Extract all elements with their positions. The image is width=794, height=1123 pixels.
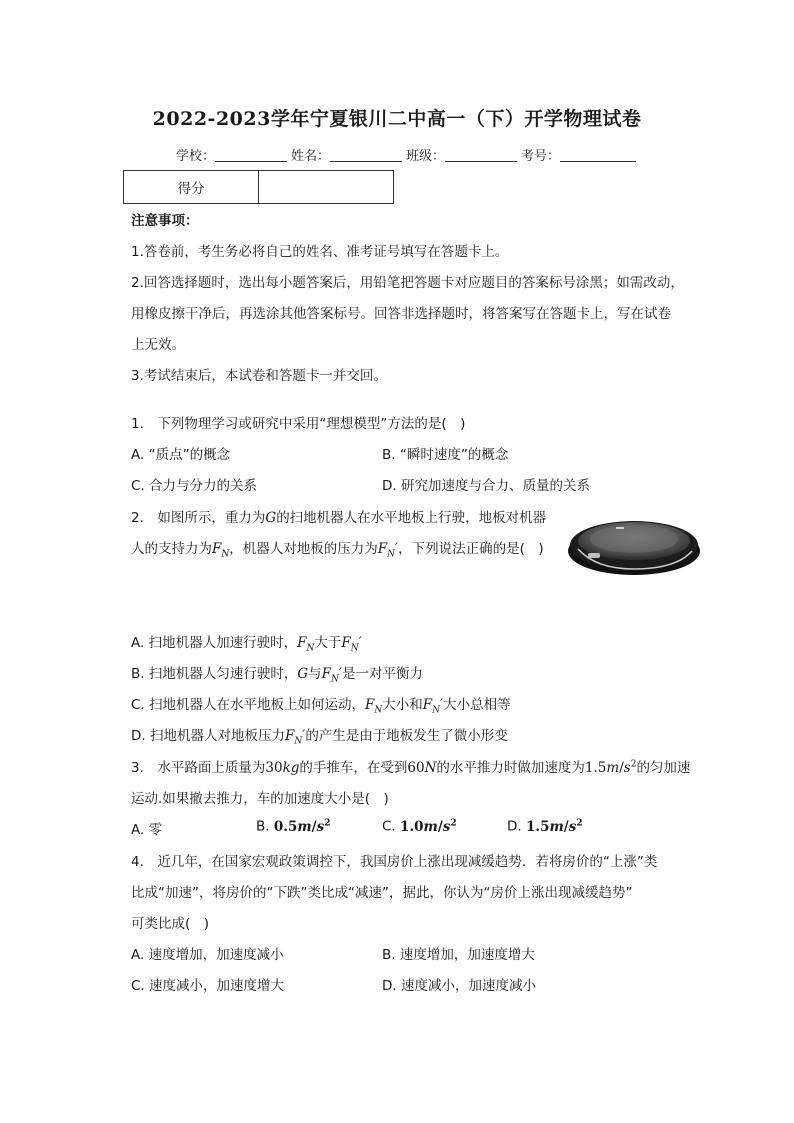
q3-option-d[interactable]: D. $1.5m/s^2$ xyxy=(507,818,583,835)
q3-option-a[interactable]: A. 零 xyxy=(131,822,163,838)
notice-line-3: 用橡皮擦干净后，再选涂其他答案标号。回答非选择题时，将答案写在答题卡上，写在试卷 xyxy=(131,306,671,322)
name-blank[interactable] xyxy=(330,149,402,162)
q2-stem-line-2: 人的支持力为$F_N$，机器人对地板的压力为$F_N'$，下列说法正确的是( ) xyxy=(131,541,544,560)
q2-option-b[interactable]: B. 扫地机器人匀速行驶时，G与$F_N'$是一对平衡力 xyxy=(131,666,423,685)
name-label: 姓名： xyxy=(291,149,331,164)
score-table xyxy=(123,170,394,204)
q2-option-d[interactable]: D. 扫地机器人对地板压力$F_N'$的产生是由于地板发生了微小形变 xyxy=(131,728,508,747)
school-label: 学校： xyxy=(176,149,216,164)
class-label: 班级： xyxy=(406,149,446,164)
notice-line-4: 上无效。 xyxy=(131,337,185,353)
score-label: 得分 xyxy=(124,171,259,204)
score-value-cell[interactable] xyxy=(259,171,394,204)
q2-stem-line-1: 2. 如图所示，重力为G的扫地机器人在水平地板上行驶，地板对机器 xyxy=(131,510,547,526)
q4-option-d[interactable]: D. 速度减小，加速度减小 xyxy=(382,978,536,994)
robot-vacuum-image xyxy=(566,511,702,577)
q1-option-a[interactable]: A. “质点”的概念 xyxy=(131,447,231,463)
exam-number-blank[interactable] xyxy=(560,149,636,162)
q1-option-c[interactable]: C. 合力与分力的关系 xyxy=(131,478,258,494)
student-info-row xyxy=(176,145,640,164)
q2-option-a[interactable]: A. 扫地机器人加速行驶时，$F_N$大于$F_N'$ xyxy=(131,635,362,654)
q4-stem-line-2: 比成“加速”，将房价的“下跌”类比成“减速”，据此，你认为“房价上涨出现减缓趋势” xyxy=(131,885,633,901)
q3-option-c[interactable]: C. $1.0m/s^2$ xyxy=(382,818,457,835)
q1-option-b[interactable]: B. “瞬时速度”的概念 xyxy=(382,447,509,463)
q3-stem-line-2: 运动.如果撤去推力，车的加速度大小是( ) xyxy=(131,791,389,807)
exam-number-label: 考号： xyxy=(521,149,561,164)
q1-stem: 1. 下列物理学习或研究中采用“理想模型”方法的是( ) xyxy=(131,416,466,432)
q4-stem-line-3: 可类比成( ) xyxy=(131,916,210,932)
school-blank[interactable] xyxy=(215,149,287,162)
q2-option-c[interactable]: C. 扫地机器人在水平地板上如何运动，$F_N$大小和$F_N'$大小总相等 xyxy=(131,697,511,716)
q4-stem-line-1: 4. 近几年，在国家宏观政策调控下，我国房价上涨出现减缓趋势．若将房价的“上涨”类 xyxy=(131,854,658,870)
q1-option-d[interactable]: D. 研究加速度与合力、质量的关系 xyxy=(382,478,590,494)
q3-option-b[interactable]: B. $0.5m/s^2$ xyxy=(256,818,331,835)
q4-option-c[interactable]: C. 速度减小，加速度增大 xyxy=(131,978,285,994)
notice-line-1: 1.答卷前，考生务必将自己的姓名、准考证号填写在答题卡上。 xyxy=(131,244,509,260)
q3-stem-line-1: 3. 水平路面上质量为30kg的手推车，在受到60N的水平推力时做加速度为$1.5m/s^2$的匀加速 xyxy=(131,759,691,776)
notice-heading: 注意事项： xyxy=(131,213,199,229)
class-blank[interactable] xyxy=(445,149,517,162)
exam-title: 2022-2023学年宁夏银川二中高一（下）开学物理试卷 xyxy=(152,108,642,130)
notice-line-5: 3.考试结束后，本试卷和答题卡一并交回。 xyxy=(131,368,387,384)
q4-option-b[interactable]: B. 速度增加，加速度增大 xyxy=(382,947,535,963)
q4-option-a[interactable]: A. 速度增加，加速度减小 xyxy=(131,947,284,963)
notice-line-2: 2.回答选择题时，选出每小题答案后，用铅笔把答题卡对应题目的答案标号涂黑；如需改动， xyxy=(131,275,684,291)
